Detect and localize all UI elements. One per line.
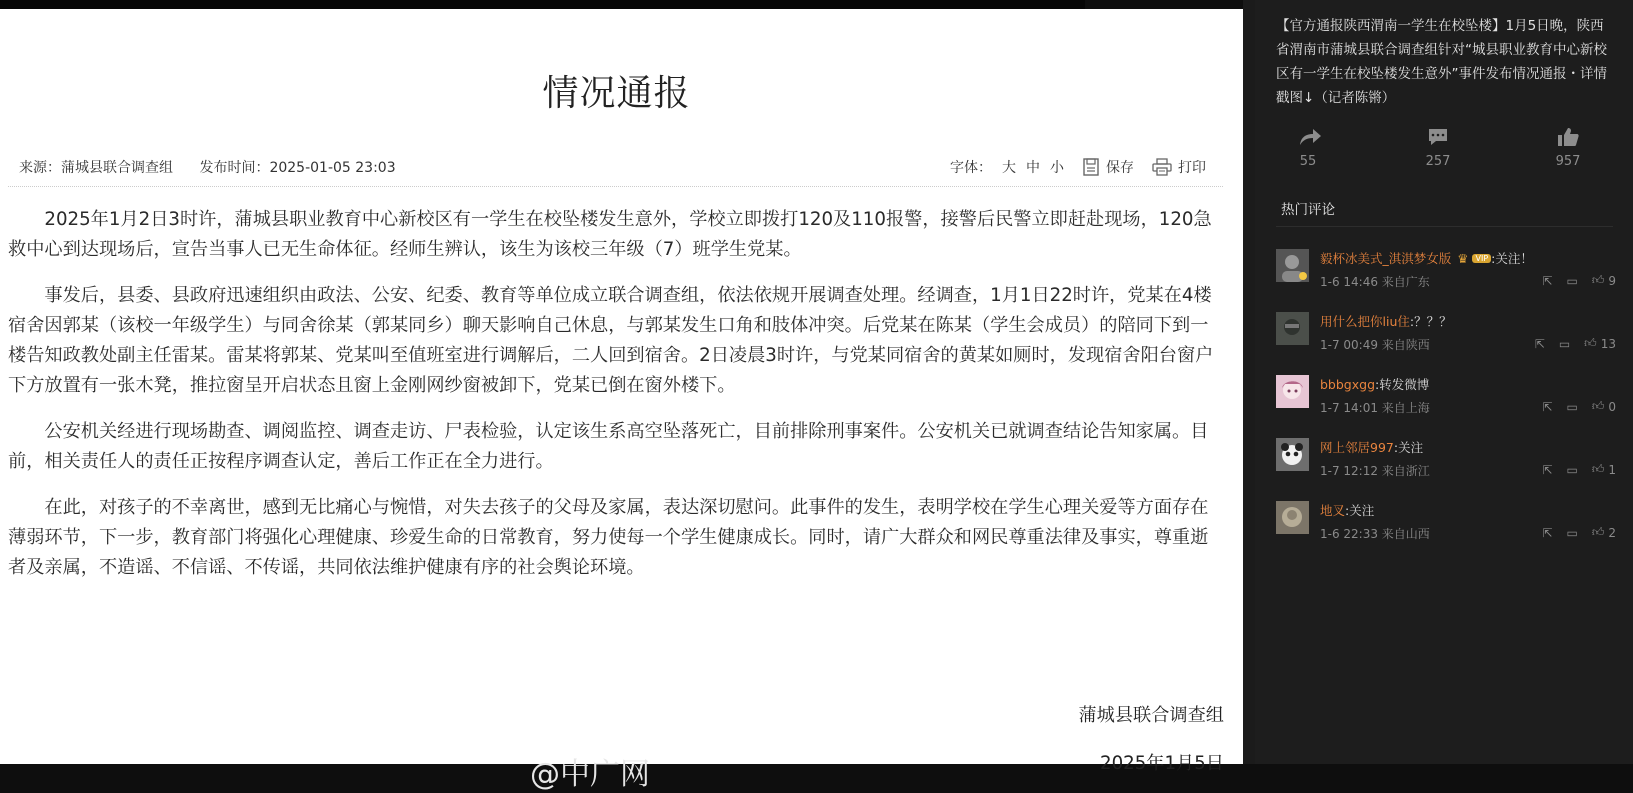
- comment-meta: 1-6 14:46 来自广东: [1320, 275, 1430, 289]
- comment-meta: 1-7 14:01 来自上海: [1320, 401, 1430, 415]
- comment-content: [1320, 375, 1429, 393]
- avatar[interactable]: [1276, 375, 1309, 408]
- font-size-switcher: [950, 157, 1064, 177]
- comment-username[interactable]: 地叉: [1320, 503, 1346, 518]
- repost-icon[interactable]: ⇱: [1542, 399, 1553, 414]
- comment-text: :关注！: [1491, 251, 1533, 266]
- reply-icon[interactable]: ▭: [1566, 273, 1578, 288]
- comment-actions: [1542, 399, 1616, 414]
- comment-text: :关注: [1345, 503, 1375, 518]
- comment-item: [1276, 312, 1616, 352]
- document-meta-bar: [19, 157, 1206, 183]
- reply-icon[interactable]: ▭: [1566, 525, 1578, 540]
- comment-like-button[interactable]: [1592, 462, 1616, 477]
- weibo-side-panel: [1255, 0, 1633, 764]
- font-size-medium[interactable]: 中: [1026, 160, 1040, 176]
- comment-text: :关注: [1393, 440, 1424, 455]
- print-icon: [1152, 158, 1172, 176]
- avatar[interactable]: [1276, 312, 1309, 345]
- paragraph: 事发后，县委、县政府迅速组织由政法、公安、纪委、教育等单位成立联合调查组，依法依规开展调查处理。经调查，1月1日22时许，党某在4楼宿舍因郭某（该校一年级学生）与同舍徐某（郭某同乡）聊天影响自己休息，与郭某发生口角和肢体冲突。后党某在陈某（学生会成员）的陪同下到一楼告知政教处副主任雷某。雷某将郭某、党某叫至值班室进行调解后，二人回到宿舍。2日凌晨3时许，与党某同宿舍的黄某如厕时，发现宿舍阳台窗户下方放置有一张木凳，推拉窗呈开启状态且窗上金刚网纱窗被卸下，党某已倒在窗外楼下。: [8, 285, 1214, 396]
- save-label: 保存: [1106, 160, 1134, 176]
- comment-text: :转发微博: [1375, 377, 1430, 392]
- thumbs-up-icon: 👍︎: [1591, 273, 1605, 287]
- comment-content: [1320, 249, 1533, 267]
- comment-item: [1276, 249, 1616, 289]
- hot-comments-title: 热门评论: [1281, 202, 1335, 218]
- document-body: [8, 205, 1225, 599]
- repost-icon[interactable]: ⇱: [1534, 336, 1545, 351]
- crown-icon: ♛: [1457, 251, 1469, 266]
- comment-like-count: 2: [1608, 525, 1616, 540]
- notice-document: [0, 9, 1243, 792]
- comment-item: [1276, 375, 1616, 415]
- font-size-small[interactable]: 小: [1050, 160, 1064, 176]
- comment-actions: [1542, 273, 1616, 288]
- page-title: 情况通报: [542, 73, 691, 114]
- comment-like-button[interactable]: [1592, 399, 1616, 414]
- comment-button[interactable]: [1408, 126, 1468, 169]
- comment-like-count: 0: [1608, 399, 1616, 414]
- avatar[interactable]: [1276, 438, 1309, 471]
- comment-username[interactable]: 网上邻居997: [1320, 440, 1394, 455]
- comment-count: 257: [1425, 154, 1451, 169]
- comment-text: :？？？: [1409, 314, 1452, 329]
- hot-comments-divider: [1276, 226, 1613, 227]
- reply-icon[interactable]: ▭: [1566, 462, 1578, 477]
- reply-icon[interactable]: ▭: [1566, 399, 1578, 414]
- save-icon: [1082, 158, 1100, 176]
- font-size-label: 字体：: [950, 160, 992, 176]
- top-dark-strip: [0, 0, 1085, 9]
- repost-icon[interactable]: ⇱: [1542, 273, 1553, 288]
- print-label: 打印: [1178, 160, 1206, 176]
- publish-time-label: 发布时间：2025-01-05 23:03: [199, 160, 396, 176]
- comment-like-count: 13: [1600, 336, 1616, 351]
- avatar[interactable]: [1276, 249, 1309, 282]
- watermark: @中广网: [530, 757, 650, 792]
- print-button[interactable]: [1152, 157, 1206, 177]
- comment-content: [1320, 501, 1374, 519]
- comment-username[interactable]: 毅杯冰美式_淇淇梦女版: [1320, 251, 1452, 266]
- thumbs-up-icon: 👍︎: [1591, 525, 1605, 539]
- like-count: 957: [1555, 154, 1581, 169]
- meta-left: [19, 157, 418, 177]
- comment-meta: 1-7 00:49 来自陕西: [1320, 338, 1430, 352]
- comment-username[interactable]: 用什么把你liu住: [1320, 314, 1410, 329]
- thumbs-up-icon: 👍︎: [1591, 462, 1605, 476]
- comment-item: [1276, 501, 1616, 541]
- thumbs-up-icon: 👍︎: [1584, 336, 1597, 350]
- reply-icon[interactable]: ▭: [1558, 336, 1571, 351]
- meta-tools: [950, 157, 1206, 177]
- avatar[interactable]: [1276, 501, 1309, 534]
- meta-divider: [8, 186, 1223, 187]
- share-icon: [1278, 126, 1338, 148]
- comment-content: [1320, 312, 1452, 330]
- paragraph: 2025年1月2日3时许，蒲城县职业教育中心新校区有一学生在校坠楼发生意外，学校立即拨打120及110报警，接警后民警立即赶赴现场，120急救中心到达现场后，宣告当事人已无生命体征。经师生辨认，该生为该校三年级（7）班学生党某。: [8, 209, 1212, 260]
- thumbs-up-icon: [1538, 126, 1598, 148]
- share-count: 55: [1299, 154, 1317, 169]
- comment-like-button[interactable]: [1584, 336, 1616, 351]
- signature: 蒲城县联合调查组: [1078, 705, 1224, 726]
- paragraph: 在此，对孩子的不幸离世，感到无比痛心与惋惜，对失去孩子的父母及家属，表达深切慰问。此事件的发生，表明学校在学生心理关爱等方面存在薄弱环节，下一步，教育部门将强化心理健康、珍爱生命的日常教育，努力使每一个学生健康成长。同时，请广大群众和网民尊重法律及事实，尊重逝者及亲属，不造谣、不信谣、不传谣，共同依法维护健康有序的社会舆论环境。: [8, 497, 1209, 578]
- badge-icon: VIP: [1472, 254, 1491, 263]
- comment-like-button[interactable]: [1592, 273, 1616, 288]
- comment-actions: [1542, 462, 1616, 477]
- panel-divider: [1243, 0, 1255, 764]
- save-button[interactable]: [1082, 157, 1134, 177]
- repost-icon[interactable]: ⇱: [1542, 462, 1553, 477]
- post-actions: [1255, 126, 1633, 176]
- post-headline: 【官方通报陕西渭南一学生在校坠楼】1月5日晚，陕西省渭南市蒲城县联合调查组针对“城县职业教育中心新校区有一学生在校坠楼发生意外”事件发布情况通报・详情戳图↓（记者陈锵）: [1276, 18, 1607, 106]
- comment-like-button[interactable]: [1592, 525, 1616, 540]
- comment-username[interactable]: bbbgxgg: [1320, 377, 1376, 392]
- comment-meta: 1-7 12:12 来自浙江: [1320, 464, 1430, 478]
- source-label: 来源：蒲城县联合调查组: [19, 160, 173, 176]
- comment-item: [1276, 438, 1616, 478]
- thumbs-up-icon: 👍︎: [1591, 399, 1605, 413]
- paragraph: 公安机关经进行现场勘查、调阅监控、调查走访、尸表检验，认定该生系高空坠落死亡，目前排除刑事案件。公安机关已就调查结论告知家属。目前，相关责任人的责任正按程序调查认定，善后工作正在全力进行。: [8, 421, 1209, 472]
- font-size-large[interactable]: 大: [1002, 160, 1016, 176]
- share-button[interactable]: [1278, 126, 1338, 169]
- comment-content: [1320, 438, 1423, 456]
- comment-actions: [1535, 336, 1616, 351]
- comment-like-count: 9: [1608, 273, 1616, 288]
- comment-actions: [1542, 525, 1616, 540]
- comment-icon: [1408, 126, 1468, 148]
- like-button[interactable]: [1538, 126, 1598, 169]
- document-date: 2025年1月5日: [1100, 753, 1224, 774]
- repost-icon[interactable]: ⇱: [1542, 525, 1553, 540]
- comment-meta: 1-6 22:33 来自山西: [1320, 527, 1430, 541]
- comment-like-count: 1: [1608, 462, 1616, 477]
